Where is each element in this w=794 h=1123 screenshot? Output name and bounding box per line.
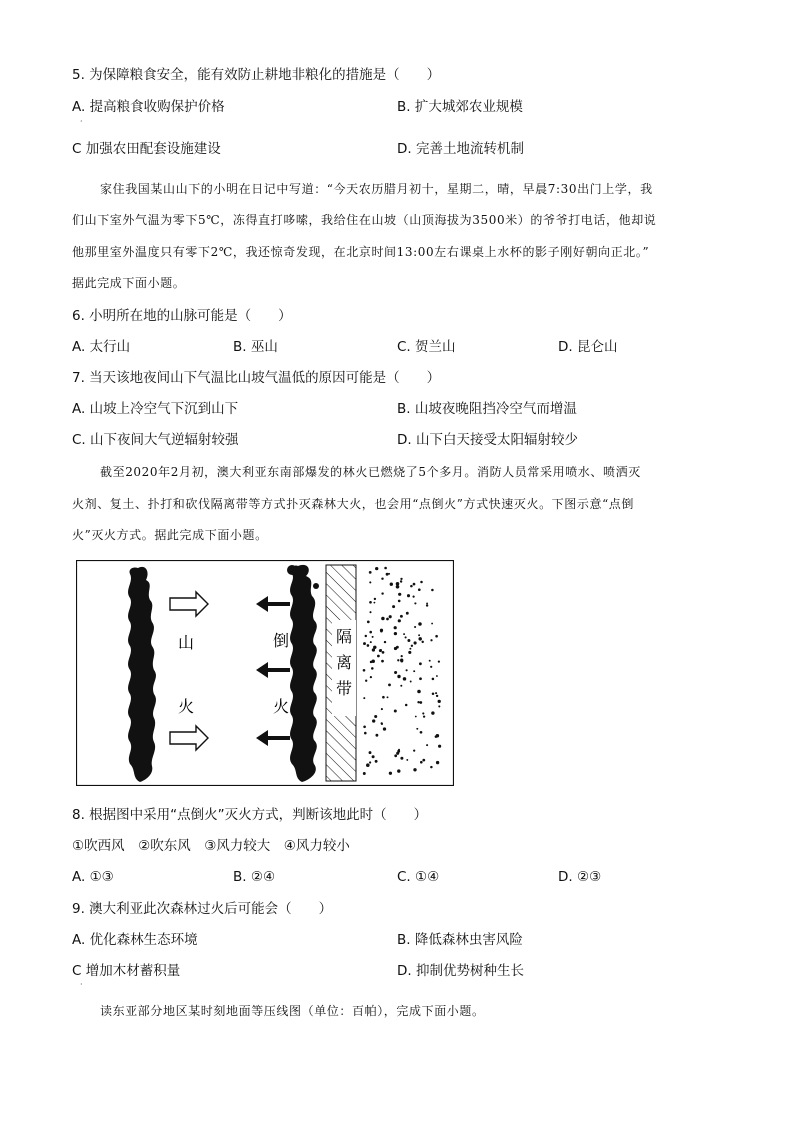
forest-dot [409,648,411,650]
forest-dot [381,708,383,710]
forest-dot [381,577,383,579]
forest-dot [398,749,400,751]
passage-line: 他那里室外温度只有零下2℃，我还惊奇发现，在北京时间13:00左右课桌上水杯的影子刚好朝向正北。” [72,245,650,259]
forest-dot [400,578,402,580]
forest-dot [383,727,386,730]
ember-dot [287,565,297,575]
forest-dot [380,649,382,651]
forest-dot [418,622,422,626]
forest-dot [431,589,434,592]
forest-dot [426,604,428,606]
forest-dot [417,701,419,703]
forest-dot [384,641,386,643]
forest-dot [372,719,375,722]
forest-dot [416,728,418,730]
forest-dot [369,601,372,604]
ember-dot [313,583,319,589]
forest-dot [419,677,422,680]
forest-dot [435,635,438,638]
forest-dot [375,734,378,737]
forest-dot [397,659,399,661]
forest-dot [413,583,416,586]
forest-dot [414,641,417,644]
forest-dot [414,626,416,628]
forest-dot [407,639,410,642]
forest-dot [413,670,415,672]
passage-line: 读东亚部分地区某时刻地面等压线图（单位：百帕），完成下面小题。 [100,1004,485,1018]
q6-option-a: A. 太行山 [72,339,131,355]
forest-dot [367,644,370,647]
forest-dot [406,669,408,671]
firebreak-char-2: 离 [335,653,353,672]
q8-option-d: D. ②③ [558,869,602,885]
forest-dot [411,645,413,647]
forest-dot [363,697,365,699]
q9-option-d: D. 抑制优势树种生长 [397,963,524,979]
label-fire-char-1: 火 [177,697,195,716]
forest-dot [403,633,405,635]
forest-dot [418,588,421,591]
forest-dot [400,660,403,663]
q7-option-d: D. 山下白天接受太阳辐射较少 [397,432,578,448]
forest-dot [390,583,393,586]
forest-dot [363,772,366,775]
forest-dot [374,598,376,600]
forest-dot [408,651,411,654]
forest-dot [426,602,428,604]
q7-option-b: B. 山坡夜晚阻挡冷空气而增温 [397,401,577,417]
forest-dot [370,676,372,678]
forest-dot [422,712,424,714]
firebreak-char-3: 带 [335,679,353,698]
q8-option-b: B. ②④ [233,869,276,885]
forest-dot [420,581,423,584]
passage-line: 火剂、复土、扑打和砍伐隔离带等方式扑灭森林大火，也会用“点倒火”方式快速灭火。下图示意“点倒 [72,497,635,511]
label-fire-char-2: 火 [272,697,290,716]
q9-option-c: C 增加木材蓄积量 [72,963,181,979]
forest-dot [438,745,441,748]
forest-dot [400,580,402,582]
q6-stem: 6. 小明所在地的山脉可能是（ ） [72,308,292,324]
passage-line: 们山下室外气温为零下5℃，冻得直打哆嗦，我给住在山坡（山顶海拔为3500米）的爷爷打电话，他却说 [72,213,657,227]
forest-dot [388,573,390,575]
q5-option-a: A. 提高粮食收购保护价格 [72,99,225,115]
forest-dot [377,655,380,658]
forest-dot [403,677,407,681]
q7-option-c: C. 山下夜间大气逆辐射较强 [72,432,239,448]
forest-dot [382,651,385,654]
forest-dot [430,766,432,768]
forest-dot [401,655,403,657]
q8-stem: 8. 根据图中采用“点倒火”灭火方式，判断该地此时（ ） [72,807,428,823]
forest-dot [438,660,440,662]
forest-dot [386,618,389,621]
forest-dot [369,751,372,754]
forest-dot [431,711,434,714]
q9-option-b: B. 降低森林虫害风险 [397,932,523,948]
forest-dot [413,749,415,751]
forest-dot [414,602,416,604]
q6-option-c: C. 贺兰山 [397,339,456,355]
backfire-diagram-svg [76,560,454,786]
q6-option-d: D. 昆仑山 [558,339,618,355]
forest-dot [388,683,391,686]
forest-dot [381,722,383,724]
forest-dot [374,602,376,604]
forest-dot [384,567,387,570]
forest-dot [419,701,422,704]
forest-dot [406,612,409,615]
stray-mark: · [80,980,83,989]
forest-dot [381,660,384,663]
backfire-band [290,565,317,782]
forest-dot [405,704,408,707]
forest-dot [413,596,415,598]
forest-dot [369,761,371,763]
backfire-diagram [76,560,454,786]
forest-dot [405,636,407,638]
forest-dot [415,716,417,718]
forest-dot [365,680,367,682]
passage-line: 家住我国某山山下的小明在日记中写道：“今天农历腊月初十，星期二，晴，早晨7:30出门上学，我 [100,182,653,196]
q7-stem: 7. 当天该地夜间山下气温比山坡气温低的原因可能是（ ） [72,370,441,386]
forest-dot [381,617,385,621]
forest-dot [382,696,385,699]
forest-dot [389,772,392,775]
forest-dot [370,661,372,663]
forest-dot [397,675,400,678]
label-back-char: 倒 [272,631,290,650]
firebreak-char-1: 隔 [335,627,353,646]
forest-dot [436,675,438,677]
forest-dot [418,637,421,640]
forest-dot [394,671,397,674]
forest-dot [422,759,425,762]
forest-dot [421,641,423,643]
q8-option-a: A. ①③ [72,869,114,885]
forest-dot [389,615,392,618]
forest-dot [392,605,395,608]
forest-dot [398,593,401,596]
forest-dot [369,581,371,583]
forest-dot [398,600,401,603]
forest-dot [432,678,435,681]
forest-dot [369,571,372,574]
forest-dot [400,757,403,760]
forest-dot [435,692,437,694]
q5-option-d: D. 完善土地流转机制 [397,141,524,157]
forest-dot [420,761,423,764]
forest-dot [396,752,399,755]
forest-dot [398,619,401,622]
forest-dot [364,732,367,735]
forest-dot [366,763,370,767]
forest-dot [387,696,389,698]
forest-dot [394,647,397,650]
forest-dot [426,744,428,746]
q8-option-c: C. ①④ [397,869,440,885]
forest-dot [381,592,383,594]
q5-option-c: C 加强农田配套设施建设 [72,141,221,157]
forest-dot [400,685,402,687]
forest-dot [363,725,366,728]
forest-dot [394,754,397,757]
forest-dot [375,760,378,763]
forest-dot [397,769,400,772]
q9-stem: 9. 澳大利亚此次森林过火后可能会（ ） [72,901,333,917]
forest-dot [413,768,416,771]
forest-dot [410,681,412,683]
forest-dot [438,705,440,707]
forest-dot [436,695,438,697]
forest-dot [429,660,431,662]
forest-dot [365,635,367,637]
passage-line: 据此完成下面小题。 [72,276,186,290]
forest-dot [410,585,413,588]
forest-dot [394,632,397,635]
forest-dot [436,761,439,764]
q6-option-b: B. 巫山 [233,339,278,355]
forest-dot [431,623,433,625]
forest-dot [432,693,435,696]
forest-dot [400,615,403,618]
q7-option-a: A. 山坡上冷空气下沉到山下 [72,401,239,417]
q5-option-b: B. 扩大城郊农业规模 [397,99,523,115]
forest-dot [372,636,374,638]
forest-dot [370,641,372,643]
forest-dot [394,626,397,629]
forest-dot [417,690,421,694]
forest-dot [369,631,372,634]
forest-dot [423,715,425,717]
forest-dot [371,667,374,670]
forest-dot [363,669,366,672]
forest-dot [374,715,377,718]
label-mountain-char: 山 [177,633,195,652]
forest-dot [438,700,441,703]
forest-dot [394,710,397,713]
forest-dot [406,759,408,761]
forest-dot [363,642,366,645]
forest-dot [367,621,370,624]
forest-dot [369,611,371,613]
passage-line: 截至2020年2月初，澳大利亚东南部爆发的林火已燃烧了5个多月。消防人员常采用喷水、喷洒灭 [100,465,641,479]
passage-line: 火”灭火方式。据此完成下面小题。 [72,528,268,542]
forest-dot [418,634,420,636]
forest-dot [430,639,432,641]
q9-option-a: A. 优化森林生态环境 [72,932,198,948]
forest-dot [386,573,389,576]
forest-dot [396,582,400,586]
forest-dot [419,662,422,665]
forest-dot [372,755,375,758]
forest-dot [380,630,383,633]
forest-dot [407,594,410,597]
forest-dot [373,646,376,649]
forest-dot [436,734,439,737]
stray-mark: · [80,117,83,126]
q5-stem: 5. 为保障粮食安全，能有效防止耕地非粮化的措施是（ ） [72,67,441,83]
forest-dot [430,666,432,668]
q8-choice-list: ①吹西风 ②吹东风 ③风力较大 ④风力较小 [72,838,350,854]
forest-dot [375,567,378,570]
forest-dot [420,731,423,734]
